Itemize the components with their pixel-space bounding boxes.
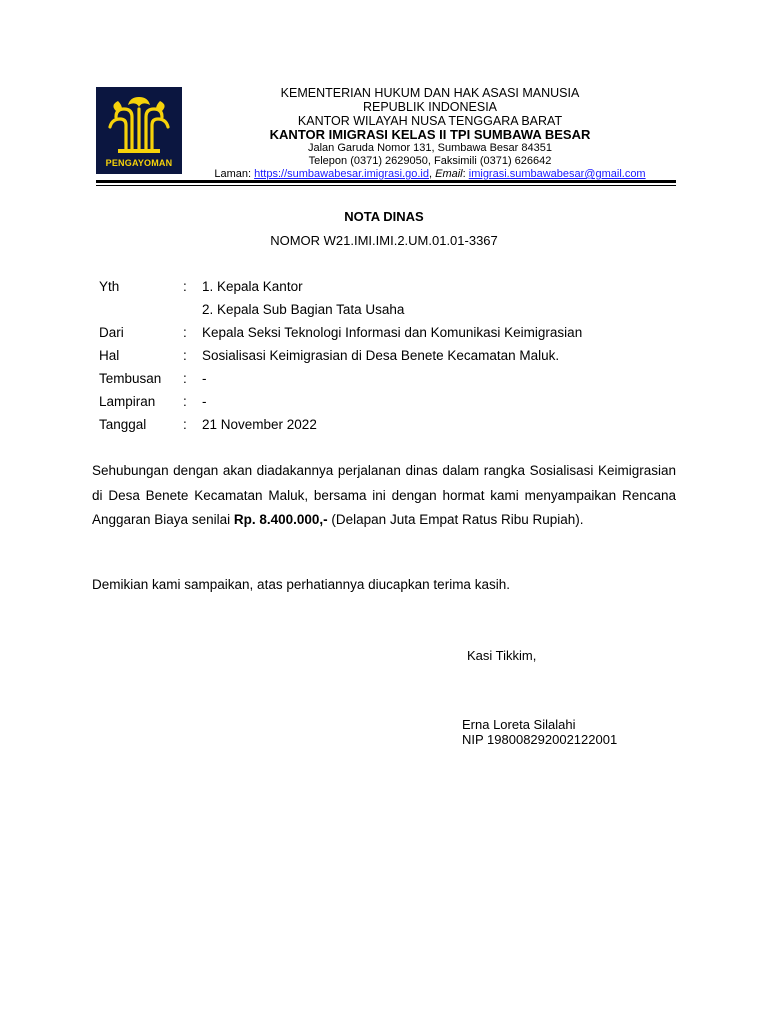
meta-key: Tanggal [99, 417, 147, 432]
meta-key: Hal [99, 348, 120, 363]
regional-office: KANTOR WILAYAH NUSA TENGGARA BARAT [297, 114, 563, 128]
body-paragraph-1 [92, 459, 676, 533]
meta-colon: : [183, 394, 187, 409]
meta-value: - [202, 371, 207, 386]
meta-colon: : [183, 371, 187, 386]
meta-colon: : [183, 325, 187, 340]
meta-value: 21 November 2022 [202, 417, 317, 432]
meta-value: 2. Kepala Sub Bagian Tata Usaha [202, 302, 405, 317]
email-label: Email [435, 168, 463, 180]
meta-colon: : [183, 417, 187, 432]
meta-value: - [202, 394, 207, 409]
meta-value: Kepala Seksi Teknologi Informasi dan Komunikasi Keimigrasian [202, 325, 583, 340]
paragraph-text: Sehubungan dengan akan diadakannya perjalanan dinas dalam rangka Sosialisasi Keimigrasian di Desa Benete Kecamatan Maluk, bersama ini dengan hormat kami menyampaikan Rencana Anggaran Biaya senilai [92, 463, 676, 527]
memo-title: NOTA DINAS [344, 209, 424, 224]
body-paragraph-2: Demikian kami sampaikan, atas perhatiannya diucapkan terima kasih. [92, 577, 510, 592]
memo-number: NOMOR W21.IMI.IMI.2.UM.01.01-3367 [270, 233, 498, 248]
ministry-name: KEMENTERIAN HUKUM DAN HAK ASASI MANUSIA [280, 86, 580, 100]
contact-separator: , [429, 168, 436, 180]
web-label: Laman: [214, 168, 255, 180]
header-rule-thin [96, 185, 676, 186]
signatory-nip: NIP 198008292002122001 [462, 732, 618, 747]
meta-colon: : [183, 279, 187, 294]
office-address: Jalan Garuda Nomor 131, Sumbawa Besar 84351 [308, 142, 552, 154]
meta-value: Sosialisasi Keimigrasian di Desa Benete Kecamatan Maluk. [202, 348, 560, 363]
header-rule-thick [96, 180, 676, 183]
meta-colon: : [183, 348, 187, 363]
budget-amount: Rp. 8.400.000,- [233, 512, 328, 527]
meta-key: Dari [99, 325, 124, 340]
meta-key: Lampiran [99, 394, 156, 409]
website-link[interactable]: https://sumbawabesar.imigrasi.go.id [254, 168, 429, 180]
office-phone: Telepon (0371) 2629050, Faksimili (0371) 626642 [308, 155, 552, 167]
meta-key: Yth [99, 279, 120, 294]
meta-value: 1. Kepala Kantor [202, 279, 303, 294]
meta-key: Tembusan [99, 371, 162, 386]
signatory-name: Erna Loreta Silalahi [462, 717, 576, 732]
signatory-position: Kasi Tikkim, [467, 648, 537, 663]
paragraph-text: (Delapan Juta Empat Ratus Ribu Rupiah). [327, 512, 584, 527]
pengayoman-logo [96, 87, 182, 174]
email-link[interactable]: imigrasi.sumbawabesar@gmail.com [468, 168, 646, 180]
office-name: KANTOR IMIGRASI KELAS II TPI SUMBAWA BESAR [269, 127, 591, 142]
letterhead [200, 86, 660, 181]
country-name: REPUBLIK INDONESIA [362, 100, 498, 114]
logo-text: PENGAYOMAN [105, 158, 173, 168]
email-colon: : [462, 168, 469, 180]
